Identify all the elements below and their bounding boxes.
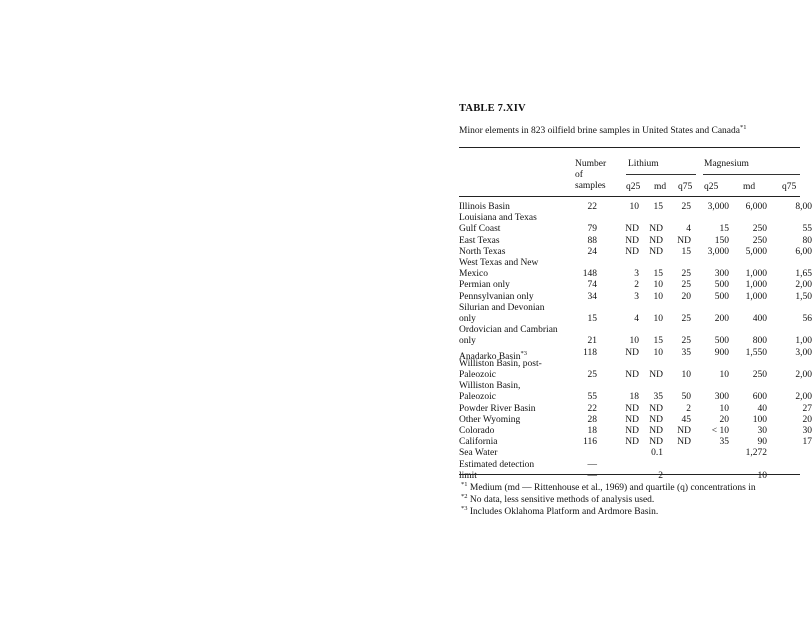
row-label-text: limit [459,470,477,481]
row-label-text: Colorado [459,426,495,436]
cell-mg-q75: 2,00 [795,280,812,291]
cell-mg-q75: 1,50 [795,291,812,302]
row-label-text: Estimated detection [459,459,535,470]
cell-mg-md: 250 [752,235,767,246]
row-label [459,415,520,426]
cell-mg-md: 6,000 [745,202,767,212]
row-label-text: Illinois Basin [459,202,510,212]
cell-mg-q25: 300 [714,269,729,280]
row-label [459,303,544,314]
cell-mg-md: 40 [757,403,767,414]
cell-mg-q75: 20 [802,414,812,425]
cell-li-q75: ND [677,235,691,246]
cell-mg-md: 100 [752,414,767,425]
row-label-text: only [459,314,476,324]
cell-mg-q25: 300 [714,392,729,403]
cell-mg-q25: 500 [714,336,729,347]
row-label-text: California [459,437,498,448]
cell-li-q75: 35 [681,347,691,358]
cell-li-md: 10 [653,347,663,358]
cell-li-q75: 25 [681,280,691,291]
cell-li-q75: 25 [681,336,691,347]
row-label-text: Pennsylvanian only [459,291,534,302]
cell-li-md: 10 [653,314,663,324]
row-label [459,460,534,471]
row-label-text: Paleozoic [459,392,496,403]
row-label-text: Louisiana and Texas [459,213,537,224]
cell-li-q25: ND [625,347,639,358]
cell-li-q25: ND [625,224,639,235]
cell-mg-q75: 8,00 [795,202,812,212]
footnote-1 [461,481,756,493]
row-label [459,314,476,325]
cell-li-md: ND [649,246,663,257]
row-label-text: North Texas [459,246,506,257]
cell-li-q75: 25 [681,202,691,212]
footnote-2-mark: *2 [461,493,468,500]
lithium-group-rule [626,174,696,175]
cell-li-q25: ND [625,426,639,436]
cell-li-md: ND [649,426,663,436]
row-label [459,448,497,459]
cell-li-md: ND [649,235,663,246]
cell-li-md: ND [649,403,663,414]
cell-li-md: 15 [653,269,663,280]
row-label [459,280,510,291]
cell-li-q75: 4 [686,224,691,235]
cell-mg-q75: 1,00 [795,336,812,347]
cell-mg-q25: 150 [714,235,729,246]
cell-mg-q25: 10 [719,370,729,380]
bottom-rule [459,474,800,475]
cell-mg-q25: 900 [714,347,729,358]
cell-mg-q25: 500 [714,280,729,291]
cell-li-md: 2 [658,470,663,481]
cell-samples: 15 [587,314,597,324]
cell-mg-q75: 2,00 [795,392,812,403]
row-label [459,247,505,258]
cell-li-md: 10 [653,291,663,302]
cell-li-q25: 3 [634,269,639,280]
cell-li-q25: 10 [629,202,639,212]
cell-li-q75: 10 [681,370,691,380]
row-label [459,437,498,448]
row-label [459,224,500,235]
cell-mg-md: 1,000 [745,269,767,280]
cell-mg-md: 30 [757,426,767,436]
cell-li-q25: ND [625,246,639,257]
row-label-text: East Texas [459,235,500,246]
row-label [459,258,538,269]
cell-li-q75: 25 [681,269,691,280]
row-label-text: Powder River Basin [459,403,536,414]
cell-samples: 79 [587,224,597,235]
cell-li-q25: 2 [634,280,639,291]
row-label [459,213,537,224]
cell-mg-q75: 56 [802,314,812,324]
cell-li-q25: ND [625,414,639,425]
table-title: TABLE 7.XIV [459,103,526,114]
cell-mg-q25: 500 [714,291,729,302]
cell-li-md: ND [649,437,663,448]
cell-li-q75: ND [677,426,691,436]
cell-samples: 74 [587,280,597,291]
row-label-text: Williston Basin, [459,381,521,392]
cell-mg-md: 250 [752,370,767,380]
cell-samples: 88 [587,235,597,246]
header-number-of-samples [575,159,606,192]
cell-mg-md: 250 [752,224,767,235]
footnote-2-text: No data, less sensitive methods of analysis used. [469,495,655,506]
caption-footnote-ref: *1 [739,124,747,131]
cell-mg-q75: 17 [802,437,812,448]
header-samples-line-1: Number [575,159,607,169]
cell-samples: 25 [587,370,597,380]
cell-mg-q25: 10 [719,403,729,414]
row-label [459,359,542,370]
cell-mg-q75: 27 [802,403,812,414]
row-label-text: West Texas and New [459,258,539,268]
top-rule [459,147,800,148]
cell-li-q75: 25 [681,314,691,324]
row-label [459,381,520,392]
cell-samples: 148 [582,269,597,280]
cell-mg-q25: 35 [719,437,729,448]
cell-li-q25: ND [625,235,639,246]
row-label-text: Paleozoic [459,370,496,380]
cell-mg-q75: 80 [802,235,812,246]
footnote-3-text: Includes Oklahoma Platform and Ardmore Basin. [469,507,659,518]
cell-mg-q25: 3,000 [707,202,729,212]
footnote-1-mark: *1 [461,481,468,488]
cell-mg-md: 400 [752,314,767,324]
header-li-md: md [654,182,667,192]
row-label [459,404,536,415]
cell-li-q75: 15 [681,246,691,257]
cell-mg-q75: 2,00 [795,370,812,380]
cell-li-md: 35 [653,392,663,403]
row-label [459,426,494,437]
row-label-text: Ordovician and Cambrian [459,325,558,336]
footnote-3 [461,505,658,517]
cell-mg-q25: 20 [719,414,729,425]
cell-mg-q75: 30 [802,426,812,436]
cell-li-md: ND [649,224,663,235]
row-label [459,392,496,403]
table-caption [459,124,746,136]
cell-li-q25: ND [625,403,639,414]
cell-li-q25: 3 [634,291,639,302]
cell-samples: 21 [587,336,597,347]
row-label-text: Anadarko Basin [459,351,521,362]
cell-mg-q75: 1,65 [795,269,812,280]
cell-samples: 18 [587,426,597,436]
cell-samples: 118 [583,347,597,358]
header-mg-md: md [743,182,756,192]
cell-li-md: 10 [653,280,663,291]
caption-text: Minor elements in 823 oilfield brine samples in United States and Canada [459,126,740,137]
cell-mg-md: 600 [752,392,767,403]
cell-mg-md: 1,272 [745,448,767,459]
header-li-q25: q25 [626,182,641,192]
cell-mg-q75: 6,00 [795,246,812,257]
row-label-text: Other Wyoming [459,414,521,425]
cell-li-q75: ND [677,437,691,448]
cell-li-md: 15 [653,336,663,347]
cell-mg-md: 1,000 [745,291,767,302]
cell-samples: 22 [587,403,597,414]
row-label-text: Williston Basin, post- [459,358,542,369]
header-samples-line-2: of [575,170,583,180]
cell-mg-q75: 55 [802,224,812,235]
header-mg-q75: q75 [782,182,797,192]
cell-li-q25: 4 [634,314,639,324]
cell-li-q25: ND [625,370,639,380]
cell-mg-md: 5,000 [745,246,767,257]
cell-samples: 22 [587,202,597,212]
cell-samples: 24 [587,246,597,257]
row-label-text: Gulf Coast [459,224,501,235]
cell-li-q25: ND [625,437,639,448]
cell-li-md: 0.1 [651,448,663,459]
cell-samples: 34 [587,291,597,302]
cell-li-q25: 18 [629,392,639,403]
row-label-text: only [459,336,476,347]
cell-mg-md: 800 [752,336,767,347]
row-label-text: Sea Water [459,448,498,459]
cell-li-q25: 10 [629,336,639,347]
footnote-3-mark: *3 [461,505,468,512]
cell-mg-q25: 200 [714,314,729,324]
magnesium-group-rule [703,174,800,175]
cell-li-q75: 2 [686,403,691,414]
header-bottom-rule [459,196,800,197]
row-label-text: Silurian and Devonian [459,302,545,313]
cell-li-q75: 20 [681,291,691,302]
cell-li-md: 15 [653,202,663,212]
header-samples-line-3: samples [575,181,606,191]
cell-samples: 55 [587,392,597,403]
cell-li-md: ND [649,370,663,380]
cell-mg-md: 1,550 [745,347,767,358]
row-label-text: Mexico [459,269,489,280]
header-mg-q25: q25 [704,182,719,192]
row-label [459,370,496,381]
row-label-text: Permian only [459,280,510,291]
footnote-2 [461,493,654,505]
row-label [459,292,534,303]
row-label [459,336,476,347]
cell-mg-md: 10 [757,470,767,481]
cell-samples: 28 [587,414,597,425]
row-label [459,236,500,247]
cell-li-q75: 45 [681,414,691,425]
cell-mg-md: 90 [757,437,767,448]
cell-li-q75: 50 [681,392,691,403]
cell-samples: 116 [583,437,597,448]
row-label [459,269,488,280]
cell-li-md: ND [649,414,663,425]
row-label [459,325,558,336]
header-lithium: Lithium [628,159,659,169]
cell-samples: — [587,459,597,470]
cell-mg-q75: 3,00 [795,347,812,358]
header-li-q75: q75 [678,182,693,192]
header-magnesium: Magnesium [704,159,749,169]
cell-mg-md: 1,000 [745,280,767,291]
cell-mg-q25: 15 [719,224,729,235]
row-label [459,202,510,213]
cell-samples: — [587,470,597,481]
cell-mg-q25: 3,000 [707,246,729,257]
row-footnote-ref: *3 [520,349,527,357]
footnote-1-text: Medium (md — Rittenhouse et al., 1969) and quartile (q) concentrations in [469,483,756,494]
cell-mg-q25: < 10 [711,426,729,436]
